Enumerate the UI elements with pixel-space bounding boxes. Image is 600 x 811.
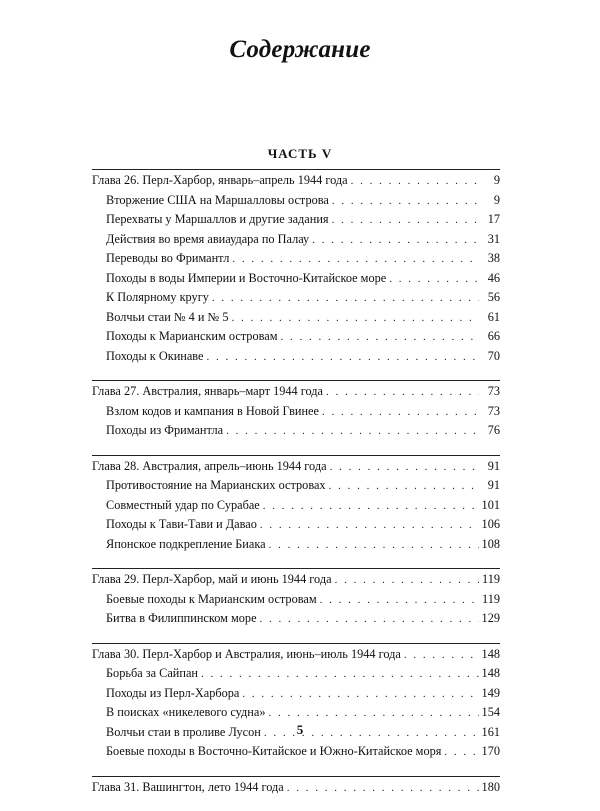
section-entry bbox=[92, 249, 500, 269]
section-entry bbox=[92, 230, 500, 250]
section-entry-page: 73 bbox=[487, 403, 500, 418]
chapter-block bbox=[92, 643, 500, 762]
section-entry-page: 46 bbox=[487, 270, 500, 285]
section-entry bbox=[92, 609, 500, 629]
section-entry-title: Походы в воды Империи и Восточно-Китайское море bbox=[106, 270, 387, 285]
dot-leader bbox=[389, 270, 479, 290]
chapter-entry-page: 180 bbox=[481, 779, 500, 794]
dot-leader bbox=[332, 211, 479, 231]
chapter-entry-title: Глава 30. Перл-Харбор и Австралия, июнь–июль 1944 года bbox=[92, 646, 401, 661]
dot-leader bbox=[269, 704, 479, 724]
section-entry-page: 149 bbox=[481, 685, 500, 700]
section-entry-page: 76 bbox=[487, 423, 500, 437]
dot-leader bbox=[263, 497, 479, 517]
section-entry bbox=[92, 347, 500, 367]
section-entry-page: 17 bbox=[487, 212, 500, 226]
section-entry bbox=[92, 535, 500, 555]
section-entry-title: В поисках «никелевого судна» bbox=[106, 705, 266, 719]
section-entry bbox=[92, 515, 500, 535]
section-entry-title: Противостояние на Марианских островах bbox=[106, 478, 326, 492]
dot-leader bbox=[332, 192, 479, 212]
section-entry bbox=[92, 402, 500, 422]
chapter-block bbox=[92, 568, 500, 629]
dot-leader bbox=[404, 646, 479, 666]
section-entry-title: Походы из Перл-Харбора bbox=[106, 685, 240, 700]
chapter-entry bbox=[92, 645, 500, 665]
dot-leader bbox=[320, 591, 479, 611]
dot-leader bbox=[312, 231, 479, 251]
chapter-entry bbox=[92, 382, 500, 402]
dot-leader bbox=[351, 172, 479, 192]
chapter-entry bbox=[92, 171, 500, 191]
dot-leader bbox=[326, 383, 479, 403]
section-entry-title: К Полярному кругу bbox=[106, 290, 209, 304]
section-entry-page: 66 bbox=[487, 329, 500, 343]
section-entry-title: Действия во время авиаудара по Палау bbox=[106, 231, 310, 246]
page-title: Содержание bbox=[229, 36, 371, 63]
chapter-block bbox=[92, 380, 500, 441]
section-entry-title: Перехваты у Маршаллов и другие задания bbox=[106, 212, 329, 226]
table-of-contents bbox=[92, 169, 500, 811]
chapter-entry-title: Глава 31. Вашингтон, лето 1944 года bbox=[92, 779, 284, 794]
chapter-entry-title: Глава 27. Австралия, январь–март 1944 года bbox=[92, 384, 323, 398]
section-entry-page: 161 bbox=[481, 724, 500, 739]
section-entry bbox=[92, 496, 500, 516]
section-entry-page: 101 bbox=[481, 497, 500, 512]
dot-leader bbox=[322, 403, 479, 423]
dot-leader bbox=[212, 289, 479, 309]
chapter-entry bbox=[92, 570, 500, 590]
section-entry-title: Походы из Фримантла bbox=[106, 423, 224, 437]
section-entry-page: 31 bbox=[487, 231, 500, 246]
section-entry-page: 119 bbox=[482, 591, 500, 606]
section-entry bbox=[92, 308, 500, 328]
dot-leader bbox=[226, 422, 479, 442]
part-heading: ЧАСТЬ V bbox=[267, 146, 333, 161]
section-entry-title: Боевые походы в Восточно-Китайское и Южно-Китайское моря bbox=[106, 744, 442, 758]
section-entry-page: 148 bbox=[481, 666, 500, 680]
section-entry bbox=[92, 664, 500, 684]
section-entry bbox=[92, 421, 500, 441]
dot-leader bbox=[232, 309, 479, 329]
chapter-entry-page: 119 bbox=[482, 572, 500, 586]
section-entry bbox=[92, 327, 500, 347]
dot-leader bbox=[335, 571, 479, 591]
dot-leader bbox=[444, 743, 478, 763]
section-entry bbox=[92, 288, 500, 308]
section-entry-title: Походы к Тави-Тави и Давао bbox=[106, 517, 257, 531]
chapter-entry-title: Глава 29. Перл-Харбор, май и июнь 1944 года bbox=[92, 572, 332, 586]
section-entry bbox=[92, 210, 500, 230]
chapter-entry bbox=[92, 778, 500, 798]
dot-leader bbox=[260, 610, 479, 630]
dot-leader bbox=[207, 348, 479, 368]
section-entry-title: Битва в Филиппинском море bbox=[106, 611, 257, 625]
section-entry bbox=[92, 191, 500, 211]
section-entry-title: Боевые походы к Марианским островам bbox=[106, 591, 317, 606]
dot-leader bbox=[242, 685, 478, 705]
chapter-entry-page: 148 bbox=[481, 646, 500, 661]
section-entry-page: 61 bbox=[487, 309, 500, 324]
section-entry bbox=[92, 703, 500, 723]
section-entry-page: 106 bbox=[481, 517, 500, 531]
section-entry bbox=[92, 742, 500, 762]
dot-leader bbox=[287, 779, 479, 799]
section-entry-page: 91 bbox=[487, 478, 500, 492]
section-entry-title: Походы к Окинаве bbox=[106, 348, 204, 363]
section-entry bbox=[92, 476, 500, 496]
section-entry-page: 154 bbox=[481, 705, 500, 719]
dot-leader bbox=[201, 665, 479, 685]
dot-leader bbox=[232, 250, 479, 270]
chapter-entry-page: 73 bbox=[487, 384, 500, 398]
section-entry-title: Вторжение США на Маршалловы острова bbox=[106, 192, 329, 207]
section-entry-page: 38 bbox=[487, 251, 500, 265]
section-entry bbox=[92, 590, 500, 610]
chapter-block bbox=[92, 776, 500, 798]
section-entry-title: Совместный удар по Сурабае bbox=[106, 497, 260, 512]
section-entry-title: Волчьи стаи № 4 и № 5 bbox=[106, 309, 229, 324]
section-entry-page: 108 bbox=[481, 536, 500, 551]
chapter-entry-page: 9 bbox=[493, 173, 500, 187]
section-entry-page: 9 bbox=[493, 192, 500, 207]
section-entry-page: 129 bbox=[481, 611, 500, 625]
dot-leader bbox=[269, 536, 479, 556]
section-entry-page: 70 bbox=[487, 348, 500, 363]
chapter-block bbox=[92, 455, 500, 555]
chapter-entry-title: Глава 28. Австралия, апрель–июнь 1944 года bbox=[92, 458, 327, 473]
chapter-entry-page: 91 bbox=[487, 458, 500, 473]
section-entry-title: Волчьи стаи в проливе Лусон bbox=[106, 724, 261, 739]
section-entry bbox=[92, 269, 500, 289]
dot-leader bbox=[329, 477, 479, 497]
section-entry-title: Походы к Марианским островам bbox=[106, 329, 278, 343]
section-entry-title: Взлом кодов и кампания в Новой Гвинее bbox=[106, 403, 319, 418]
dot-leader bbox=[330, 458, 479, 478]
chapter-entry-title: Глава 26. Перл-Харбор, январь–апрель 1944 года bbox=[92, 173, 348, 187]
page-number: 5 bbox=[296, 722, 304, 737]
dot-leader bbox=[280, 328, 479, 348]
section-entry-title: Японское подкрепление Биака bbox=[106, 536, 266, 551]
chapter-entry bbox=[92, 457, 500, 477]
section-entry bbox=[92, 684, 500, 704]
dot-leader bbox=[260, 516, 479, 536]
section-entry-page: 170 bbox=[481, 744, 500, 758]
chapter-block bbox=[92, 169, 500, 366]
section-entry-title: Переводы во Фримантл bbox=[106, 251, 230, 265]
section-entry-title: Борьба за Сайпан bbox=[106, 666, 199, 680]
section-entry-page: 56 bbox=[487, 290, 500, 304]
